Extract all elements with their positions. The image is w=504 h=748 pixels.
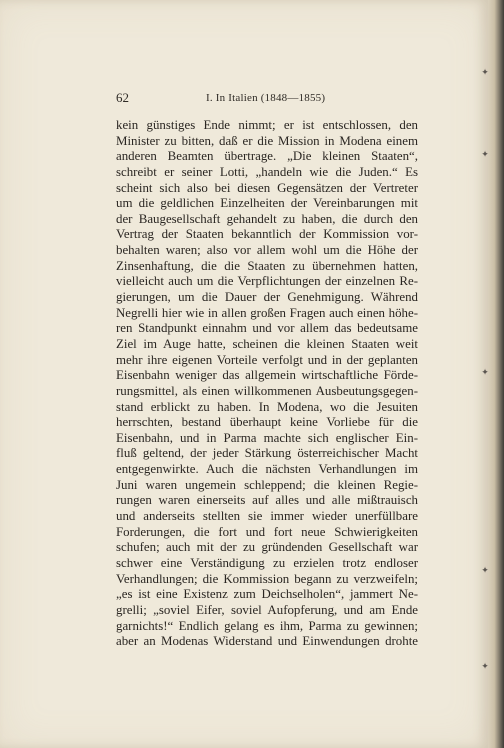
text-line: behalten waren; also vor allem wohl um die Höhe der bbox=[116, 243, 418, 258]
text-line: rungsmittel, als einen willkommenen Ausbeutungsgegen- bbox=[116, 383, 418, 398]
text-line: und anderseits stellten sie immer wieder unerfüllbare bbox=[116, 509, 418, 524]
text-line: Negrelli hier wie in allen großen Fragen auch einen höhe- bbox=[116, 305, 418, 320]
text-line: Vertrag der Staaten bekanntlich der Kommission vor- bbox=[116, 227, 418, 242]
text-line: Forderungen, die fort und fort neue Schwierigkeiten bbox=[116, 524, 418, 539]
edge-marker-icon: ✦ bbox=[481, 68, 489, 78]
text-line: garnichts!“ Endlich gelang es ihm, Parma zu gewinnen; bbox=[116, 618, 418, 633]
edge-marker-icon: ✦ bbox=[481, 368, 489, 378]
edge-marker-icon: ✦ bbox=[481, 662, 489, 672]
text-line: gierungen, um die Dauer der Genehmigung. Während bbox=[116, 290, 418, 305]
edge-marker-icon: ✦ bbox=[481, 150, 489, 160]
text-line: aber an Modenas Widerstand und Einwendungen drohte bbox=[116, 634, 418, 649]
text-line: grelli; „soviel Eifer, soviel Aufopferung, und am Ende bbox=[116, 602, 418, 617]
page-number: 62 bbox=[116, 90, 129, 105]
running-title: I. In Italien (1848—1855) bbox=[206, 92, 326, 104]
edge-marker-icon: ✦ bbox=[481, 566, 489, 576]
text-line: mehr ihre eigenen Vorteile verfolgt und in der geplanten bbox=[116, 352, 418, 367]
text-line: scheint sich also bei diesen Gegensätzen der Vertreter bbox=[116, 180, 418, 195]
text-line: Verhandlungen; die Kommission begann zu verzweifeln; bbox=[116, 571, 418, 586]
text-line: Eisenbahn weniger das allgemein wirtschaftliche Förde- bbox=[116, 368, 418, 383]
text-line: um die geldlichen Einzelheiten der Vereinbarungen mit bbox=[116, 196, 418, 211]
text-line: Ziel im Auge hatte, scheinen die kleinen Staaten weit bbox=[116, 336, 418, 351]
text-line: entgegenwirkte. Auch die nächsten Verhandlungen im bbox=[116, 462, 418, 477]
text-line: Juni waren ungemein schleppend; die kleinen Regie- bbox=[116, 477, 418, 492]
text-line: anderen Beamten übertrage. „Die kleinen Staaten“, bbox=[116, 149, 418, 164]
text-line: Zinsenhaftung, die die Staaten zu übernehmen hatten, bbox=[116, 258, 418, 273]
text-line: Minister zu bitten, daß er die Mission in Modena einem bbox=[116, 133, 418, 148]
page-edge bbox=[488, 0, 504, 748]
text-line: ren Standpunkt einnahm und vor allem das bedeutsame bbox=[116, 321, 418, 336]
text-line: „es ist eine Existenz zum Deichselholen“, jammert Ne- bbox=[116, 587, 418, 602]
text-line: kein günstiges Ende nimmt; er ist entschlossen, den bbox=[116, 118, 418, 132]
body-text bbox=[116, 118, 418, 650]
text-line: fluß geltend, der jeder Stärkung österreichischer Macht bbox=[116, 446, 418, 461]
text-line: rungen waren einerseits auf alles und alle mißtrauisch bbox=[116, 493, 418, 508]
text-line: schreibt er seiner Lotti, „handeln wie die Juden.“ Es bbox=[116, 164, 418, 179]
text-line: schufen; auch mit der zu gründenden Gesellschaft war bbox=[116, 540, 418, 555]
text-line: vielleicht auch um die Verpflichtungen der einzelnen Re- bbox=[116, 274, 418, 289]
page-header bbox=[116, 90, 418, 106]
text-line: stand erblickt zu haben. In Modena, wo die Jesuiten bbox=[116, 399, 418, 414]
text-line: Eisenbahn, und in Parma machte sich englischer Ein- bbox=[116, 430, 418, 445]
text-line: der Baugesellschaft gehandelt zu haben, die durch den bbox=[116, 211, 418, 226]
text-line: schwer eine Verständigung zu erzielen trotz endloser bbox=[116, 555, 418, 570]
text-line: herrschten, bestand überhaupt keine Vorliebe für die bbox=[116, 415, 418, 430]
